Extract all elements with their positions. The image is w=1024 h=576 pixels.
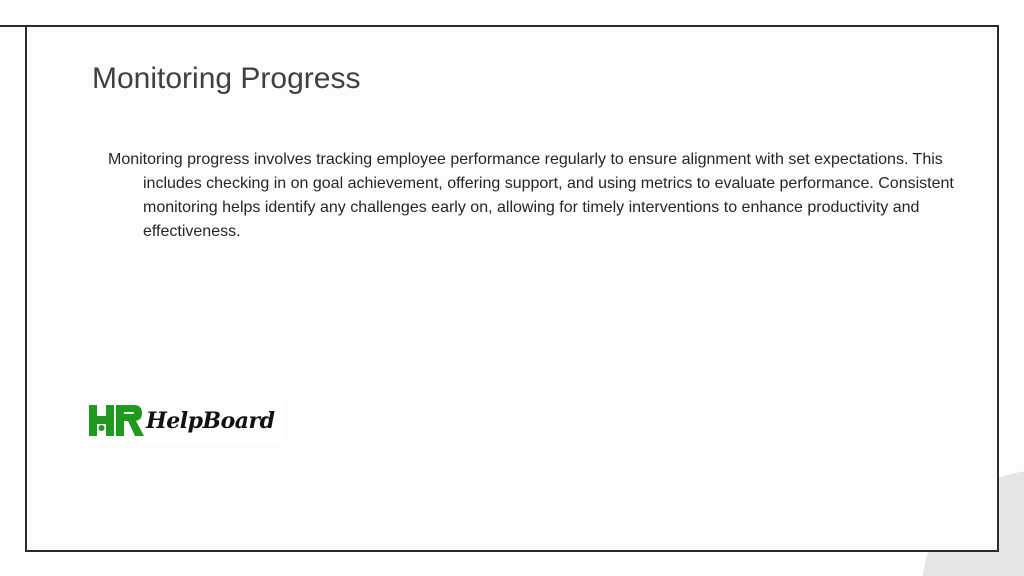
slide-title: Monitoring Progress [92, 62, 361, 95]
slide-body-text: Monitoring progress involves tracking employee performance regularly to ensure alignment with set expectations. This includes checking in on goal achievement, offering support, and using metrics to evaluate performance. Consistent monitoring helps identify any challenges early on, allowing for timely interventions to enhance productivity and effectiveness. [108, 151, 954, 240]
content-frame [25, 25, 999, 552]
logo-wordmark: HelpBoard [146, 408, 275, 434]
frame-top-stub [0, 25, 27, 27]
hr-helpboard-logo [84, 398, 284, 444]
hr-logo-mark-icon [84, 398, 146, 444]
